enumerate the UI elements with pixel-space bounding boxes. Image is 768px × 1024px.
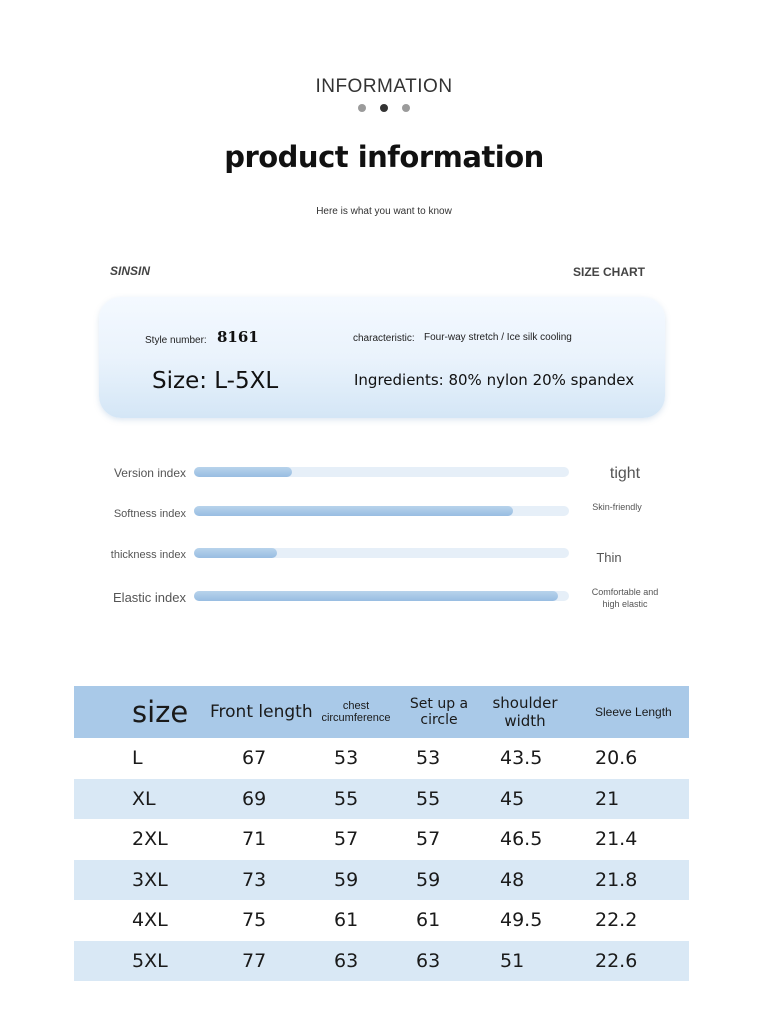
table-cell: 21.8 bbox=[570, 860, 689, 901]
index-right-label: Thin bbox=[596, 550, 622, 565]
table-cell: 43.5 bbox=[500, 747, 543, 770]
table-cell: 63 bbox=[314, 941, 398, 982]
table-cell: 22.6 bbox=[570, 941, 689, 982]
dot-active bbox=[380, 104, 388, 112]
table-cell: 20.6 bbox=[595, 747, 638, 770]
table-cell: 59 bbox=[314, 860, 398, 901]
table-cell: 51 bbox=[480, 941, 570, 982]
table-row bbox=[74, 738, 689, 779]
style-number-value: 8161 bbox=[217, 328, 259, 346]
table-row bbox=[74, 779, 689, 820]
index-label: Elastic index bbox=[113, 590, 186, 605]
table-cell: 48 bbox=[480, 860, 570, 901]
index-right-label: tight bbox=[609, 465, 641, 482]
table-cell: 55 bbox=[314, 779, 398, 820]
index-label: Version index bbox=[113, 466, 186, 480]
table-cell: 73 bbox=[206, 860, 314, 901]
table-cell: 69 bbox=[206, 779, 314, 820]
table-cell: 22.2 bbox=[595, 909, 638, 932]
table-header-row bbox=[74, 686, 689, 738]
column-header: shoulder width bbox=[480, 686, 570, 738]
index-fill bbox=[194, 506, 513, 516]
section-title: INFORMATION bbox=[315, 76, 453, 97]
table-cell: 21 bbox=[570, 779, 689, 820]
table-cell: 55 bbox=[398, 779, 480, 820]
page-subtitle: Here is what you want to know bbox=[316, 206, 452, 217]
table-cell: 61 bbox=[334, 909, 359, 932]
table-cell: 21.4 bbox=[595, 828, 638, 851]
column-header: Set up a circle bbox=[398, 686, 480, 738]
table-cell: 67 bbox=[242, 747, 267, 770]
index-label: thickness index bbox=[110, 549, 186, 561]
brand-name: SINSIN bbox=[110, 264, 151, 278]
size-table bbox=[74, 686, 689, 981]
index-fill bbox=[194, 467, 292, 477]
table-cell: 57 bbox=[416, 828, 441, 851]
dot bbox=[358, 104, 366, 112]
table-cell: 61 bbox=[416, 909, 441, 932]
table-row bbox=[74, 860, 689, 901]
table-cell: 2XL bbox=[132, 828, 168, 851]
column-header: size bbox=[74, 686, 206, 738]
table-cell: 49.5 bbox=[500, 909, 543, 932]
size-range: Size: L-5XL bbox=[152, 368, 279, 394]
table-cell: 53 bbox=[416, 747, 441, 770]
table-row bbox=[74, 900, 689, 941]
characteristic-value: Four-way stretch / Ice silk cooling bbox=[424, 332, 572, 343]
index-track bbox=[194, 467, 569, 477]
table-cell: 59 bbox=[398, 860, 480, 901]
index-right-label: Comfortable and high elastic bbox=[591, 587, 659, 609]
table-cell: 3XL bbox=[74, 860, 206, 901]
table-cell: 75 bbox=[242, 909, 267, 932]
table-row bbox=[74, 941, 689, 982]
ingredients: Ingredients: 80% nylon 20% spandex bbox=[354, 371, 635, 389]
index-track bbox=[194, 506, 569, 516]
table-cell: 53 bbox=[334, 747, 359, 770]
index-track bbox=[194, 548, 569, 558]
index-right-label: Skin-friendly bbox=[592, 502, 642, 512]
column-header: Sleeve Length bbox=[570, 686, 689, 738]
column-header: chest circumference bbox=[314, 686, 398, 738]
table-cell: 57 bbox=[334, 828, 359, 851]
product-info-card bbox=[99, 297, 665, 418]
index-fill bbox=[194, 591, 558, 601]
table-cell: XL bbox=[74, 779, 206, 820]
size-chart-label: SIZE CHART bbox=[573, 265, 645, 279]
table-cell: 4XL bbox=[132, 909, 168, 932]
dot bbox=[402, 104, 410, 112]
table-body bbox=[74, 738, 689, 981]
index-label: Softness index bbox=[113, 508, 186, 520]
table-cell: L bbox=[132, 747, 143, 770]
table-cell: 63 bbox=[398, 941, 480, 982]
table-row bbox=[74, 819, 689, 860]
table-cell: 71 bbox=[242, 828, 267, 851]
table-cell: 45 bbox=[480, 779, 570, 820]
pagination-dots bbox=[0, 104, 768, 112]
table-cell: 5XL bbox=[74, 941, 206, 982]
style-number-label: Style number: bbox=[145, 335, 207, 346]
index-track bbox=[194, 591, 569, 601]
column-header: Front length bbox=[206, 686, 314, 738]
table-cell: 46.5 bbox=[500, 828, 543, 851]
characteristic-label: characteristic: bbox=[353, 333, 415, 344]
index-fill bbox=[194, 548, 277, 558]
page-title: product information bbox=[224, 140, 544, 174]
table-cell: 77 bbox=[206, 941, 314, 982]
